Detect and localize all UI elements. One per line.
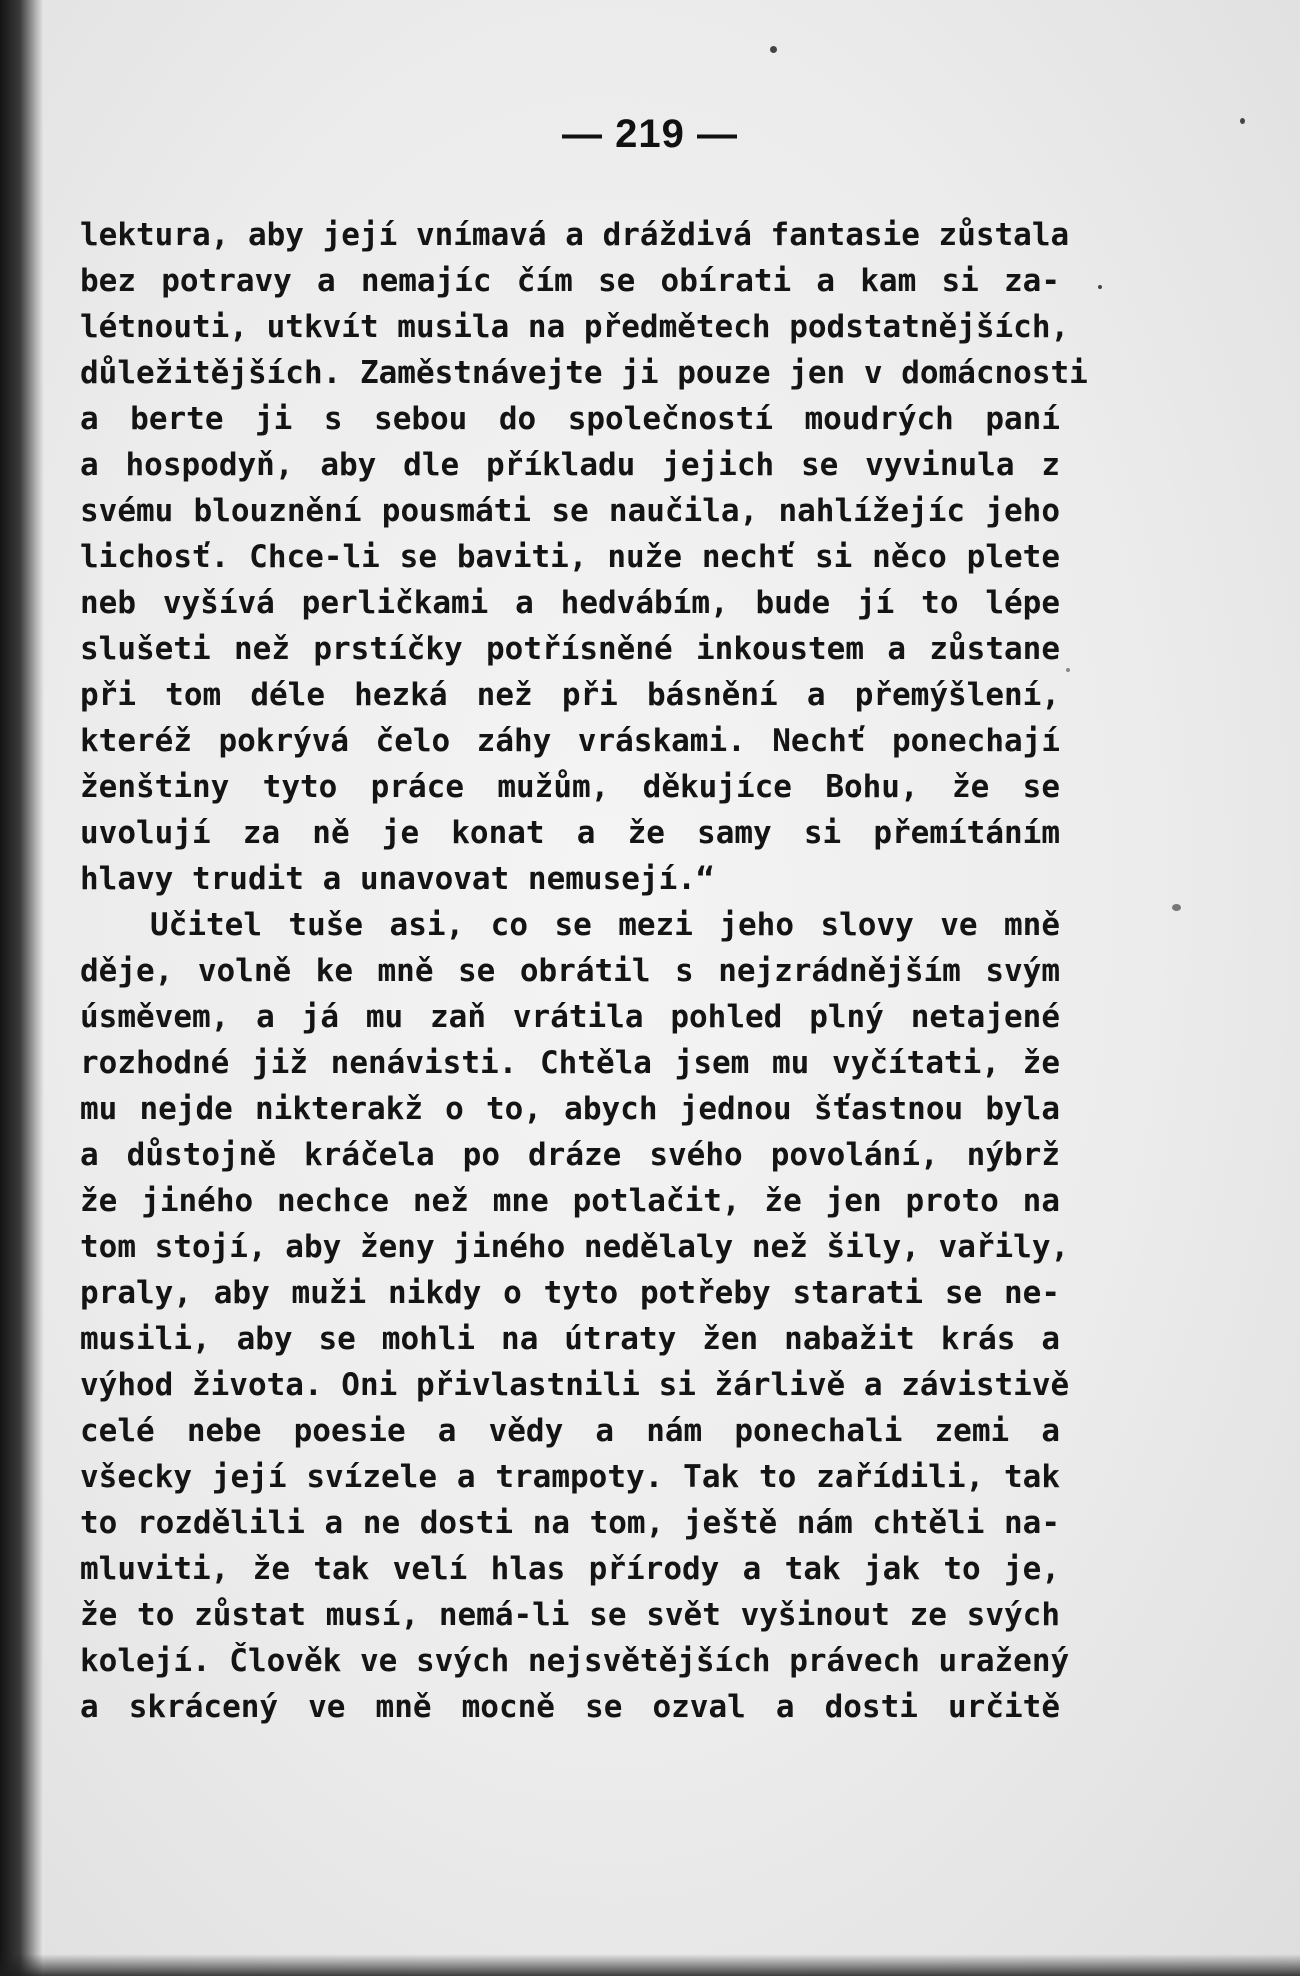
text-line: uvolují za ně je konat a že samy si přemítáním (80, 815, 1060, 851)
text-line: tom stojí, aby ženy jiného nedělaly než šily, vařily, (80, 1229, 1070, 1265)
text-line: to rozdělili a ne dosti na tom, ještě nám chtěli na- (80, 1505, 1060, 1541)
text-line: kolejí. Člověk ve svých nejsvětějších právech uražený (80, 1643, 1070, 1679)
text-line: děje, volně ke mně se obrátil s nejzrádnějším svým (80, 953, 1060, 989)
paper-speck (770, 46, 777, 53)
text-line: úsměvem, a já mu zaň vrátila pohled plný netajené (80, 999, 1060, 1035)
text-line: kteréž pokrývá čelo záhy vráskami. Nechť ponechají (80, 723, 1060, 759)
text-line: že jiného nechce než mne potlačit, že jen proto na (80, 1183, 1060, 1219)
text-line: a skrácený ve mně mocně se ozval a dosti určitě (80, 1689, 1060, 1725)
text-line: bez potravy a nemajíc čím se obírati a kam si za- (80, 263, 1060, 299)
paper-speck (1098, 285, 1102, 289)
scan-bottom-shadow (0, 1954, 1300, 1976)
body-text (80, 212, 1088, 1730)
text-line: mu nejde nikterakž o to, abych jednou šťastnou byla (80, 1091, 1060, 1127)
paper-speck (1172, 904, 1181, 911)
page-number: — 219 — (562, 112, 738, 156)
paper-speck (1066, 668, 1070, 672)
book-spine-shadow (0, 0, 44, 1976)
text-line: ženštiny tyto práce mužům, děkujíce Bohu, že se (80, 769, 1060, 805)
text-line: slušeti než prstíčky potřísněné inkoustem a zůstane (80, 631, 1060, 667)
text-line: lektura, aby její vnímavá a dráždivá fantasie zůstala (80, 217, 1070, 253)
text-line: důležitějších. Zaměstnávejte ji pouze jen v domácnosti (80, 355, 1088, 391)
text-line: výhod života. Oni přivlastnili si žárlivě a závistivě (80, 1367, 1070, 1403)
text-line: a berte ji s sebou do společností moudrých paní (80, 401, 1060, 437)
text-line: celé nebe poesie a vědy a nám ponechali zemi a (80, 1413, 1060, 1449)
text-line: všecky její svízele a trampoty. Tak to zařídili, tak (80, 1459, 1060, 1495)
text-line: při tom déle hezká než při básnění a přemýšlení, (80, 677, 1060, 713)
text-line: svému blouznění pousmáti se naučila, nahlížejíc jeho (80, 493, 1060, 529)
text-line: a důstojně kráčela po dráze svého povolání, nýbrž (80, 1137, 1060, 1173)
text-line: a hospodyň, aby dle příkladu jejich se vyvinula z (80, 447, 1060, 483)
text-line: létnouti, utkvít musila na předmětech podstatnějších, (80, 309, 1070, 345)
text-line: rozhodné již nenávisti. Chtěla jsem mu vyčítati, že (80, 1045, 1060, 1081)
text-line: lichosť. Chce-li se baviti, nuže nechť si něco plete (80, 539, 1060, 575)
text-line: musili, aby se mohli na útraty žen nabažit krás a (80, 1321, 1060, 1357)
text-line: neb vyšívá perličkami a hedvábím, bude jí to lépe (80, 585, 1060, 621)
text-line: Učitel tuše asi, co se mezi jeho slovy ve mně (150, 907, 1060, 943)
text-line: hlavy trudit a unavovat nemusejí.“ (80, 861, 715, 897)
text-line: praly, aby muži nikdy o tyto potřeby starati se ne- (80, 1275, 1060, 1311)
text-line: že to zůstat musí, nemá-li se svět vyšinout ze svých (80, 1597, 1060, 1633)
text-line: mluviti, že tak velí hlas přírody a tak jak to je, (80, 1551, 1060, 1587)
